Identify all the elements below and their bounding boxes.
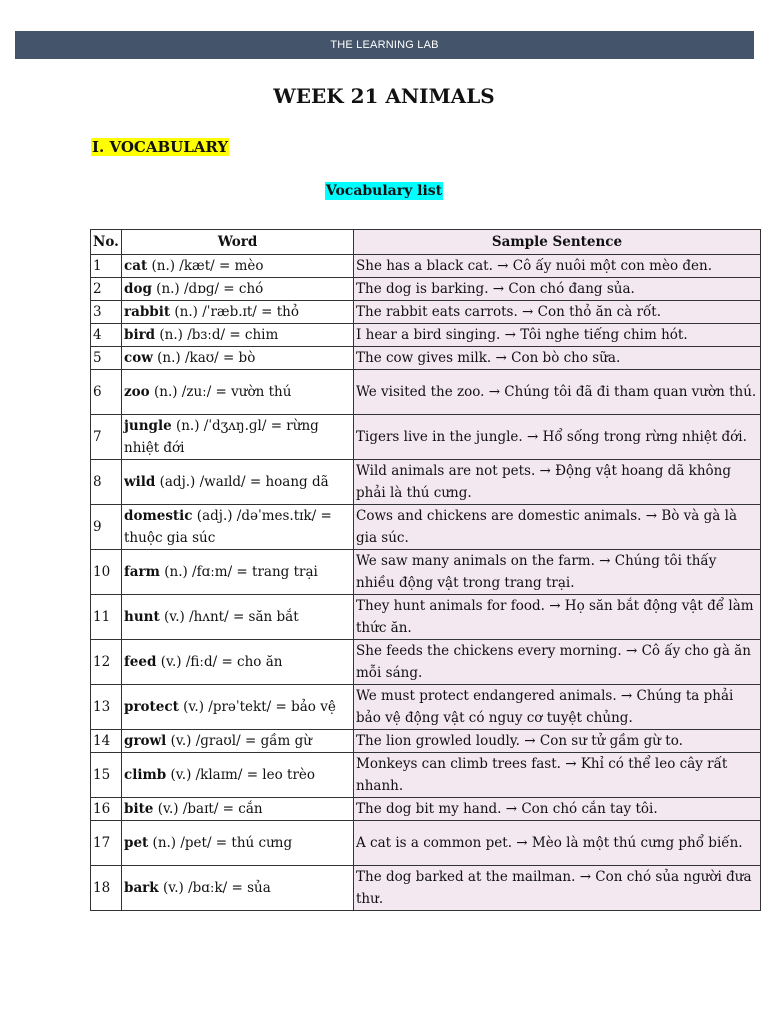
- row-number: 17: [91, 821, 122, 866]
- row-number: 5: [91, 347, 122, 370]
- word-definition: (v.) /klaɪm/ = leo trèo: [166, 767, 316, 783]
- word-definition: (adj.) /dəˈmes.tɪk/ = thuộc gia súc: [124, 508, 332, 546]
- row-number: 10: [91, 550, 122, 595]
- table-row: [91, 505, 761, 550]
- word-definition: (n.) /ˈdʒʌŋ.ɡl/ = rừng nhiệt đới: [124, 418, 319, 456]
- word-cell: [122, 347, 354, 370]
- word-cell: [122, 821, 354, 866]
- sample-sentence: Wild animals are not pets. → Động vật hoang dã không phải là thú cưng.: [354, 460, 761, 505]
- table-row: [91, 550, 761, 595]
- row-number: 14: [91, 730, 122, 753]
- sample-sentence: The dog barked at the mailman. → Con chó sủa người đưa thư.: [354, 866, 761, 911]
- vocabulary-table: [90, 229, 761, 911]
- word-definition: (n.) /kaʊ/ = bò: [152, 350, 256, 366]
- row-number: 2: [91, 278, 122, 301]
- word-definition: (v.) /fiːd/ = cho ăn: [156, 654, 283, 670]
- table-row: [91, 415, 761, 460]
- word-cell: [122, 301, 354, 324]
- row-number: 13: [91, 685, 122, 730]
- sample-sentence: Monkeys can climb trees fast. → Khỉ có thể leo cây rất nhanh.: [354, 753, 761, 798]
- word-definition: (n.) /fɑːm/ = trang trại: [159, 564, 318, 580]
- word-term: growl: [124, 733, 167, 749]
- table-row: [91, 866, 761, 911]
- row-number: 8: [91, 460, 122, 505]
- table-row: [91, 347, 761, 370]
- word-cell: [122, 595, 354, 640]
- sample-sentence: We visited the zoo. → Chúng tôi đã đi tham quan vườn thú.: [354, 370, 761, 415]
- table-caption: [0, 183, 768, 199]
- table-row: [91, 685, 761, 730]
- row-number: 3: [91, 301, 122, 324]
- table-row: [91, 324, 761, 347]
- word-definition: (n.) /zuː/ = vườn thú: [149, 384, 292, 400]
- word-definition: (n.) /ˈræb.ɪt/ = thỏ: [170, 304, 299, 320]
- row-number: 11: [91, 595, 122, 640]
- word-cell: [122, 324, 354, 347]
- row-number: 1: [91, 255, 122, 278]
- sample-sentence: The cow gives milk. → Con bò cho sữa.: [354, 347, 761, 370]
- sample-sentence: A cat is a common pet. → Mèo là một thú cưng phổ biến.: [354, 821, 761, 866]
- word-cell: [122, 460, 354, 505]
- word-term: rabbit: [124, 304, 171, 320]
- sample-sentence: She has a black cat. → Cô ấy nuôi một con mèo đen.: [354, 255, 761, 278]
- table-row: [91, 460, 761, 505]
- sample-sentence: She feeds the chickens every morning. → Cô ấy cho gà ăn mỗi sáng.: [354, 640, 761, 685]
- word-term: protect: [124, 699, 179, 715]
- word-definition: (n.) /bɜːd/ = chim: [155, 327, 279, 343]
- word-term: farm: [124, 564, 160, 580]
- row-number: 12: [91, 640, 122, 685]
- table-caption-text: Vocabulary list: [325, 183, 443, 199]
- header-banner: THE LEARNING LAB: [15, 31, 754, 59]
- word-cell: [122, 550, 354, 595]
- word-cell: [122, 753, 354, 798]
- word-cell: [122, 255, 354, 278]
- table-row: [91, 278, 761, 301]
- word-cell: [122, 640, 354, 685]
- word-definition: (adj.) /waɪld/ = hoang dã: [155, 474, 329, 490]
- word-cell: [122, 415, 354, 460]
- table-row: [91, 301, 761, 324]
- table-row: [91, 821, 761, 866]
- row-number: 16: [91, 798, 122, 821]
- table-row: [91, 640, 761, 685]
- word-term: dog: [124, 281, 152, 297]
- word-term: bird: [124, 327, 156, 343]
- row-number: 9: [91, 505, 122, 550]
- sample-sentence: Cows and chickens are domestic animals. → Bò và gà là gia súc.: [354, 505, 761, 550]
- table-row: [91, 753, 761, 798]
- row-number: 18: [91, 866, 122, 911]
- word-cell: [122, 798, 354, 821]
- word-term: domestic: [124, 508, 193, 524]
- row-number: 4: [91, 324, 122, 347]
- word-term: feed: [124, 654, 157, 670]
- table-row: [91, 798, 761, 821]
- word-cell: [122, 505, 354, 550]
- word-term: pet: [124, 835, 149, 851]
- word-term: wild: [124, 474, 156, 490]
- word-term: zoo: [124, 384, 150, 400]
- header-word: Word: [122, 230, 354, 255]
- section-heading: I. VOCABULARY: [92, 138, 229, 156]
- table-row: [91, 370, 761, 415]
- sample-sentence: The lion growled loudly. → Con sư tử gầm gừ to.: [354, 730, 761, 753]
- word-definition: (v.) /baɪt/ = cắn: [153, 801, 263, 817]
- word-term: climb: [124, 767, 167, 783]
- word-cell: [122, 866, 354, 911]
- sample-sentence: The rabbit eats carrots. → Con thỏ ăn cà rốt.: [354, 301, 761, 324]
- word-definition: (n.) /pet/ = thú cưng: [148, 835, 293, 851]
- table-row: [91, 730, 761, 753]
- word-term: bark: [124, 880, 159, 896]
- sample-sentence: I hear a bird singing. → Tôi nghe tiếng chim hót.: [354, 324, 761, 347]
- header-no: No.: [91, 230, 122, 255]
- sample-sentence: Tigers live in the jungle. → Hổ sống trong rừng nhiệt đới.: [354, 415, 761, 460]
- word-definition: (n.) /kæt/ = mèo: [147, 258, 264, 274]
- word-term: hunt: [124, 609, 160, 625]
- sample-sentence: The dog is barking. → Con chó đang sủa.: [354, 278, 761, 301]
- sample-sentence: They hunt animals for food. → Họ săn bắt động vật để làm thức ăn.: [354, 595, 761, 640]
- row-number: 6: [91, 370, 122, 415]
- word-cell: [122, 278, 354, 301]
- table-header-row: [91, 230, 761, 255]
- row-number: 15: [91, 753, 122, 798]
- sample-sentence: We must protect endangered animals. → Chúng ta phải bảo vệ động vật có nguy cơ tuyệt chủng.: [354, 685, 761, 730]
- word-term: jungle: [124, 418, 172, 434]
- sample-sentence: The dog bit my hand. → Con chó cắn tay tôi.: [354, 798, 761, 821]
- word-definition: (v.) /bɑːk/ = sủa: [158, 880, 271, 896]
- word-term: bite: [124, 801, 154, 817]
- row-number: 7: [91, 415, 122, 460]
- sample-sentence: We saw many animals on the farm. → Chúng tôi thấy nhiều động vật trong trang trại.: [354, 550, 761, 595]
- word-term: cow: [124, 350, 153, 366]
- header-sentence: Sample Sentence: [354, 230, 761, 255]
- word-definition: (v.) /ɡraʊl/ = gầm gừ: [166, 733, 312, 749]
- word-cell: [122, 730, 354, 753]
- word-term: cat: [124, 258, 148, 274]
- word-definition: (n.) /dɒɡ/ = chó: [151, 281, 264, 297]
- word-cell: [122, 370, 354, 415]
- word-definition: (v.) /hʌnt/ = săn bắt: [159, 609, 299, 625]
- table-row: [91, 255, 761, 278]
- page-title: WEEK 21 ANIMALS: [273, 84, 495, 108]
- table-row: [91, 595, 761, 640]
- word-cell: [122, 685, 354, 730]
- word-definition: (v.) /prəˈtekt/ = bảo vệ: [178, 699, 336, 715]
